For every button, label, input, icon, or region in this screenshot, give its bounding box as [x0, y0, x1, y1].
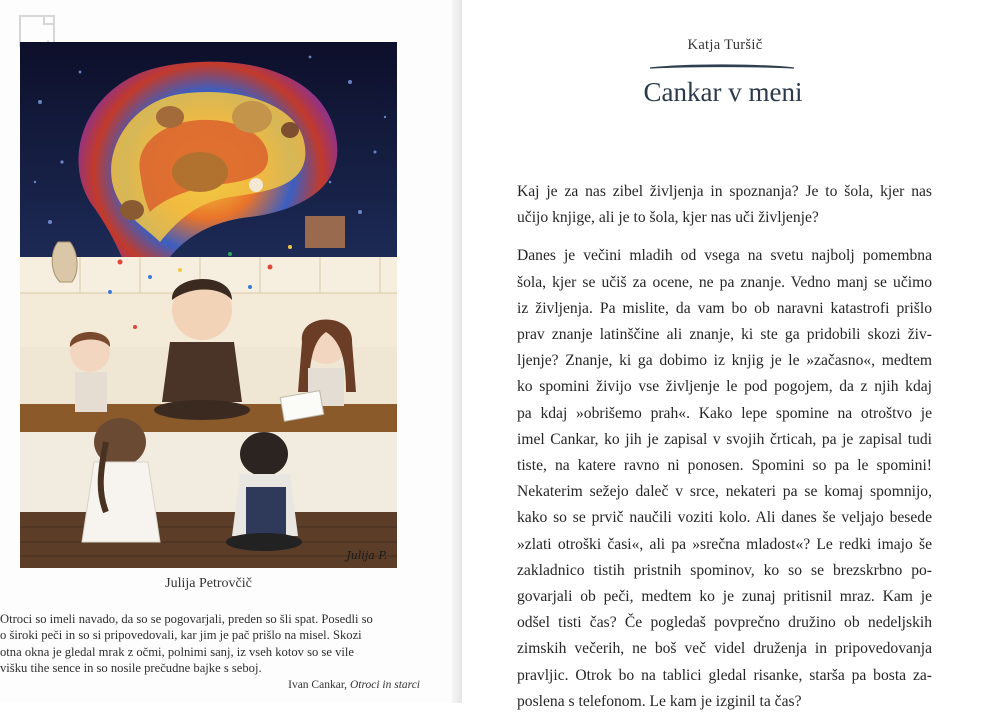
- text-line: Kaj je za nas zibel življenja in spoznanja? Je to šola, kjer nas: [517, 183, 932, 200]
- text-line: iz življenja. Pa mislite, da vam bo ob naravni katastrofi prišlo: [517, 299, 932, 317]
- quote-source-work: Otroci in starci: [349, 679, 420, 691]
- cankar-quote: [0, 611, 420, 676]
- quote-source-author: Ivan Cankar,: [288, 679, 348, 691]
- illustration: [20, 42, 397, 568]
- text-line: zakladnico tistih pristnih spominov, ko so se brezskrbno po-: [517, 561, 932, 579]
- paragraph-2: [517, 243, 932, 715]
- illustration-signature: Julija P.: [346, 549, 387, 562]
- quote-line: o široki peči in so si pripovedovali, kar jim je pač prišlo na misel. Skozi: [0, 628, 362, 643]
- quote-source: [288, 679, 420, 691]
- text-line: imel Cankar, ko jih je zapisal v svojih črticah, pa je zapisal tudi: [517, 430, 932, 448]
- text-line: poslena s telefonom. Le kam je izginil ta čas?: [517, 692, 802, 710]
- article-title: Cankar v meni: [643, 77, 803, 107]
- left-page: [0, 0, 462, 703]
- article-author: Katja Turšič: [687, 37, 763, 53]
- text-line: kako so se prvič naučili voziti kolo. Ali danes še veljajo besede: [517, 509, 932, 527]
- text-line: govarjali ob peči, medtem ko je zunaj pritisnil mraz. Kam je: [517, 588, 932, 606]
- text-line: »zlati otroški časi«, ali pa »srečna mladost«? Le redki imajo še: [517, 535, 932, 553]
- text-line: zimskih večerih, ne boš več videl druženja in pripovedovanja: [517, 640, 932, 658]
- quote-line: višku tihe sence in so nosile prečudne bajke s seboj.: [0, 660, 262, 675]
- text-line: pravljic. Otrok bo na tablici gledal risanke, starša pa bosta za-: [517, 666, 932, 684]
- text-line: Nekaterim sežejo daleč v srce, nekateri pa se komaj spomnijo,: [517, 483, 932, 501]
- text-line: ko spomini živijo vse življenje le pod pogojem, da z njih kdaj: [517, 378, 932, 396]
- text-line: šola, kjer se učiš za ocene, ne pa znanje. Vedno manj se učimo: [517, 273, 932, 291]
- quote-line: Otroci so imeli navado, da so se pogovarjali, preden so šli spat. Posedli so: [0, 612, 373, 626]
- text-line: Danes je večini mladih od vsega na svetu najbolj pomembna: [517, 247, 932, 265]
- text-line: pa kdaj »obrišemo prah«. Kako lepe spomine na otroštvo je: [517, 404, 932, 422]
- quote-line: otna okna je gledal mrak z očmi, polnimi sanj, iz vseh kotov so se vile: [0, 644, 354, 659]
- text-line: tiste, na katere ravno ni ponosen. Spomini so pa le spomini!: [517, 457, 932, 475]
- text-line: ljenje? Znanje, ki ga dobimo iz knjig je le »začasno«, medtem: [517, 352, 932, 370]
- article-body: [517, 179, 932, 727]
- title-flourish-icon: [648, 62, 796, 72]
- paragraph-1: [517, 179, 932, 231]
- children-dreaming-painting-icon: [20, 42, 397, 568]
- text-line: prav znanje latinščine ali znanje, ki ste ga pridobili skozi živ-: [517, 326, 932, 344]
- text-line: učijo knjige, ali je to šola, kjer nas uči življenje?: [517, 209, 819, 227]
- text-line: odšel tisti čas? Če pogledaš povprečno družino ob nedeljskih: [517, 614, 932, 632]
- illustration-caption: Julija Petrovčič: [165, 576, 252, 591]
